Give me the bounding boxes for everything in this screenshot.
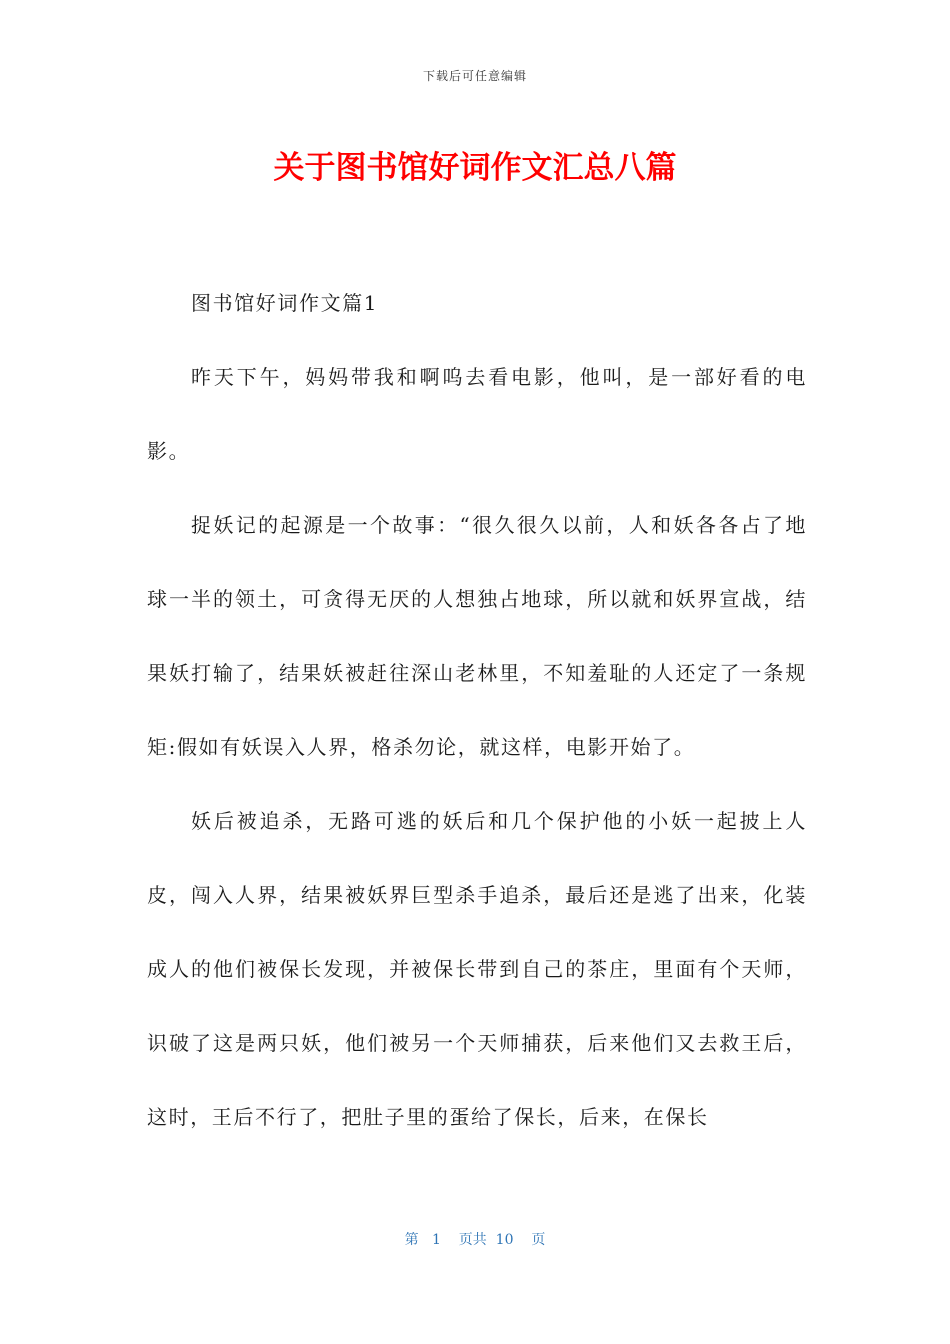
body-paragraph: 妖后被追杀，无路可逃的妖后和几个保护他的小妖一起披上人皮，闯入人界，结果被妖界巨型杀手追杀，最后还是逃了出来，化装成人的他们被保长发现，并被保长带到自己的茶庄，里面有个天师，识破了这是两只妖，他们被另一个天师捕获，后来他们又去救王后，这时，王后不行了，把肚子里的蛋给了保长，后来，在保长 xyxy=(147,809,807,1129)
page-footer xyxy=(0,1229,950,1249)
document-body xyxy=(147,266,807,1154)
page-label-suffix: 页 xyxy=(531,1232,546,1248)
body-paragraph: 捉妖记的起源是一个故事：“很久很久以前，人和妖各各占了地球一半的领土，可贪得无厌的人想独占地球，所以就和妖界宣战，结果妖打输了，结果妖被赶往深山老林里，不知羞耻的人还定了一条规矩:假如有妖误入人界，格杀勿论，就这样，电影开始了。 xyxy=(147,513,807,759)
header-note: 下载后可任意编辑 xyxy=(422,69,527,83)
total-pages-number: 10 xyxy=(495,1232,514,1248)
document-title: 关于图书馆好词作文汇总八篇 xyxy=(273,150,677,186)
body-paragraph: 昨天下午，妈妈带我和啊呜去看电影，他叫，是一部好看的电影。 xyxy=(147,365,807,463)
current-page-number: 1 xyxy=(432,1232,441,1248)
page-label-prefix: 第 xyxy=(404,1232,419,1248)
section-heading: 图书馆好词作文篇1 xyxy=(191,291,379,315)
page-label-mid: 页共 xyxy=(458,1232,487,1248)
